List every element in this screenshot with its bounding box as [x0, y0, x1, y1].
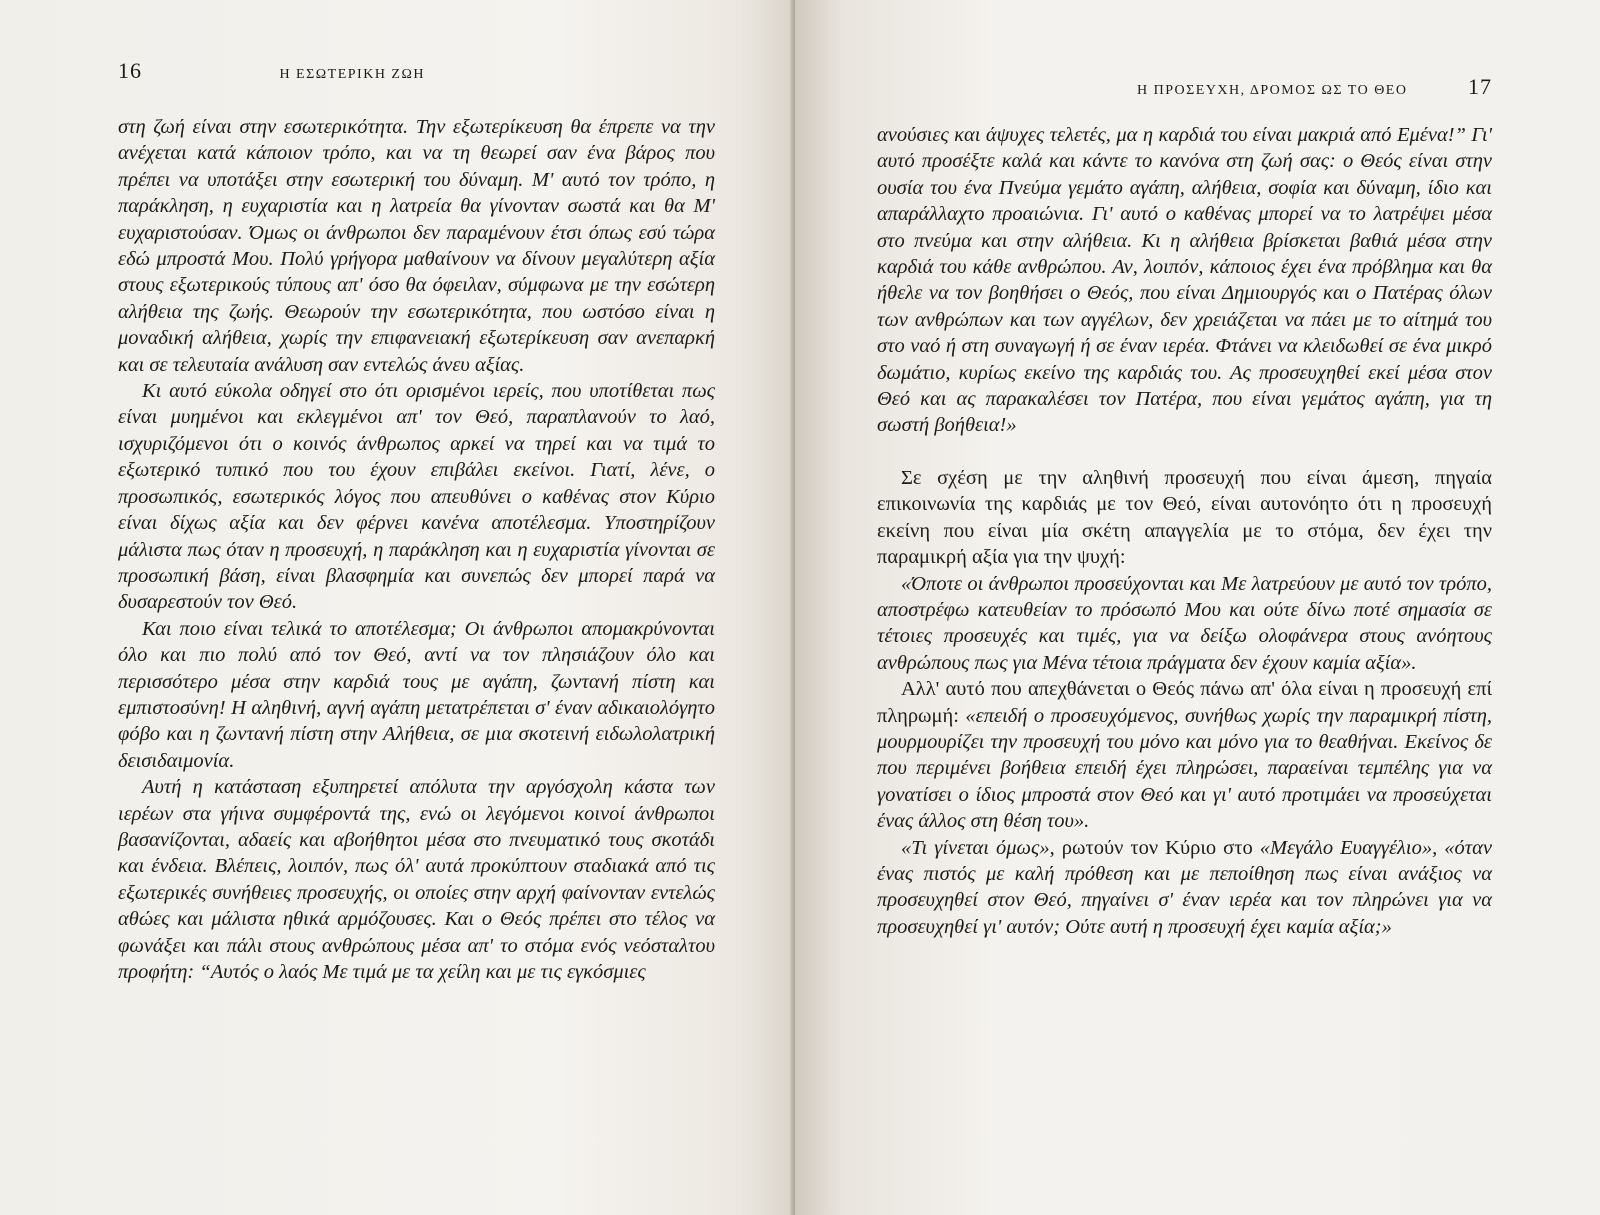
quote-text: «επειδή ο προσευχόμενος, συνήθως χωρίς την παραμικρή πίστη, μουρμουρίζει την προσευχή του μόνο και μόνο για το θεαθήναι. Εκείνος δε που περιμένει βοήθεια επειδή έχει πληρώσει, παραείναι τεμπέλης για να γονατίσει ο ίδιος μπροστά στον Θεό και γι' αυτό προτιμάει να προσεύχεται ένας άλλος στη θέση του». [877, 704, 1492, 833]
body-paragraph: Αυτή η κατάσταση εξυπηρετεί απόλυτα την αργόσχολη κάστα των ιερέων στα γήινα συμφέροντά της, ενώ οι λεγόμενοι κοινοί άνθρωποι βασανίζονται, αδαείς και αβοήθητοι μέσα στο πνευματικό τους σκοτάδι και ένδεια. Βλέπεις, λοιπόν, πως όλ' αυτά προκύπτουν σταδιακά από τις εξωτερικές συνήθειες προσευχής, οι οποίες στην αρχή φαίνονταν εντελώς αθώες και μάλιστα ηθικά αρμόζουσες. Και ο Θεός πρέπει στο τέλος να φωνάξει και πάλι στους ανθρώπους μέσα απ' το στόμα ενός νεόσταλτου προφήτη: “Αυτός ο λαός Με τιμά με τα χείλη και με τις εγκόσμιες [118, 776, 715, 983]
body-paragraph: Κι αυτό εύκολα οδηγεί στο ότι ορισμένοι ιερείς, που υποτίθεται πως είναι μυημένοι και εκλεγμένοι απ' τον Θεό, παραπλανούν το λαό, ισχυριζόμενοι ότι ο κοινός άνθρωπος αρκεί να τηρεί και να τιμά το εξωτερικό τυπικό που του έχουν επιβάλει εκείνοι. Γιατί, λένε, ο προσωπικός, εσωτερικός λόγος που απευθύνει ο καθένας στον Κύριο είναι δίχως αξία και δεν φέρνει κανένα αποτέλεσμα. Υποστηρίζουν μάλιστα πως όταν η προσευχή, η παράκληση και η ευχαριστία γίνονται σε προσωπική βάση, είναι βλασφημία και συνεπώς δεν μπορεί παρά να δυσαρεστούν τον Θεό. [118, 380, 715, 614]
body-paragraph: ανούσιες και άψυχες τελετές, μα η καρδιά του είναι μακριά από Εμένα!” Γι' αυτό προσέξτε καλά και κάντε το κανόνα στη ζωή σας: ο Θεός είναι στην ουσία του ένα Πνεύμα γεμάτο αγάπη, αλήθεια, σοφία και δύναμη, ίδιο και απαράλλαχτο προαιώνια. Γι' αυτό ο καθένας μπορεί να το λατρέψει μέσα στο πνεύμα και στην αλήθεια. Κι η αλήθεια βρίσκεται βαθιά μέσα στην καρδιά του κάθε ανθρώπου. Αν, λοιπόν, κάποιος έχει ένα πρόβλημα και θα ήθελε να τον βοηθήσει ο Θεός, που είναι Δημιουργός και ο Πατέρας όλων των ανθρώπων και των αγγέλων, δεν χρειάζεται να πάει με το αίτημά του στο ναό ή στη συναγωγή ή σε έναν ιερέα. Φτάνει να κλειδωθεί σε ένα μικρό δωμάτιο, κυρίως εκείνο της καρδιάς του. Ας προσευχηθεί εκεί μέσα στον Θεό και ας παρακαλέσει τον Πατέρα, που είναι γεμάτος αγάπη, για τη σωστή βοήθεια!» [877, 124, 1492, 437]
running-head: Η ΠΡΟΣΕΥΧΗ, ΔΡΟΜΟΣ ΩΣ ΤΟ ΘΕΟ [1137, 83, 1408, 98]
left-page-header [118, 58, 715, 84]
running-head: Η ΕΣΩΤΕΡΙΚΗ ΖΩΗ [279, 67, 425, 82]
body-paragraph: Σε σχέση με την αληθινή προσευχή που είναι άμεση, πηγαία επικοινωνία της καρδιάς με τον Θεό, είναι αυτονόητο ότι η προσευχή εκείνη που είναι μία σκέτη απαγγελία με το στόμα, δεν έχει την παραμικρή αξία για την ψυχή: [877, 466, 1492, 569]
page-number: 16 [118, 58, 142, 83]
body-paragraph [877, 835, 1492, 941]
quote-paragraph: «Όποτε οι άνθρωποι προσεύχονται και Με λατρεύουν με αυτό τον τρόπο, αποστρέφω κατευθείαν το πρόσωπό Μου και ούτε δίνω ποτέ σημασία σε τέτοιες προσευχές και τιμές, για να δείξω ολοφάνερα στους ανόητους ανθρώπους πως για Μένα τέτοια πράγματα δεν έχουν καμία αξία». [877, 572, 1492, 674]
quote-text: «Τι γίνεται όμως» [901, 836, 1050, 859]
paragraph-text: , ρωτούν τον Κύριο στο [1049, 836, 1260, 859]
left-page [0, 0, 795, 1215]
paragraph-text: Αλλ' αυτό που απεχθάνεται ο Θεός πάνω απ' όλα είναι η προσευχή επί πληρωμή: [877, 678, 1492, 727]
right-page-header [877, 74, 1492, 100]
body-paragraph: στη ζωή είναι στην εσωτερικότητα. Την εξωτερίκευση θα έπρεπε να την ανέχεται κατά κάποιον τρόπο, και να τη θεωρεί σαν ένα βάρος που πρέπει να υποτάξει στην εσωτερική του δύναμη. Μ' αυτό τον τρόπο, η παράκληση, η ευχαριστία και η λατρεία θα γίνονταν σωστά και θα Μ' ευχαριστούσαν. Όμως οι άνθρωποι δεν παραμένουν έτσι όπως εσύ τώρα εδώ μπροστά Μου. Πολύ γρήγορα μαθαίνουν να δίνουν μεγαλύτερη αξία στους εξωτερικούς τύπους απ' όσο θα όφειλαν, σύμφωνα με την εσώτερη αλήθεια της ζωής. Θεωρούν την εσωτερικότητα, που ωστόσο είναι η μοναδική αλήθεια, χωρίς την επιφανειακή εξωτερίκευση σαν ανεπαρκή και σε τελευταία ανάλυση σαν εντελώς άνευ αξίας. [118, 116, 715, 376]
page-number: 17 [1468, 74, 1492, 99]
body-paragraph: Και ποιο είναι τελικά το αποτέλεσμα; Οι άνθρωποι απομακρύνονται όλο και πιο πολύ από τον Θεό, αντί να τον πλησιάζουν όλο και περισσότερο μέσα στην καρδιά τους με αγάπη, ζωντανή πίστη και εμπιστοσύνη! Η αληθινή, αγνή αγάπη μετατρέπεται σ' έναν αδικαιολόγητο φόβο και η ζωντανή πίστη στην Αλήθεια, σε μια σκοτεινή ειδωλολατρική δεισιδαιμονία. [118, 617, 715, 772]
right-page [795, 0, 1600, 1215]
quote-text: «Μεγάλο Ευαγγέλιο», «όταν ένας πιστός με καλή πρόθεση και με πεποίθηση πως είναι ανάξιος να προσευχηθεί στον Θεό, πηγαίνει σ' έναν ιερέα και τον πληρώνει για να προσευχηθεί γι' αυτόν; Ούτε αυτή η προσευχή έχει καμία αξία;» [877, 836, 1492, 938]
body-paragraph [877, 676, 1492, 834]
